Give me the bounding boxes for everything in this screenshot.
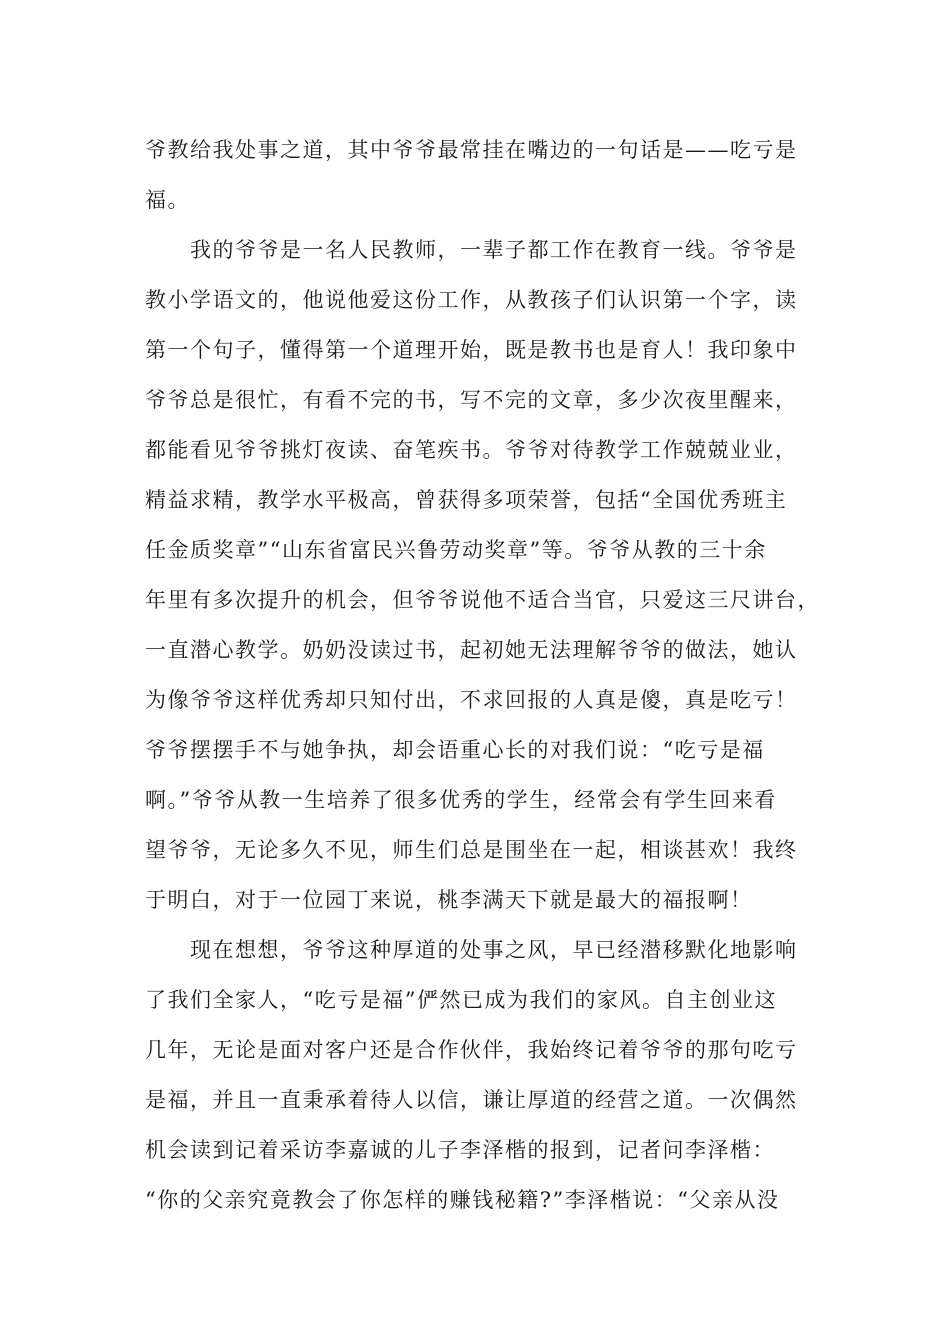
- text-line: 福。: [145, 188, 190, 212]
- text-line: 于明白，对于一位园丁来说，桃李满天下就是最大的福报啊！: [145, 888, 753, 912]
- text-line: 几年，无论是面对客户还是合作伙伴，我始终记着爷爷的那句吃亏: [145, 1038, 798, 1062]
- text-line: 第一个句子，懂得第一个道理开始，既是教书也是育人！我印象中: [145, 338, 798, 362]
- text-line: 爷爷摆摆手不与她争执，却会语重心长的对我们说：“吃亏是福: [145, 738, 765, 762]
- text-line: 精益求精，教学水平极高，曾获得多项荣誉，包括“全国优秀班主: [145, 488, 788, 512]
- text-line: 为像爷爷这样优秀却只知付出，不求回报的人真是傻，真是吃亏！: [145, 688, 798, 712]
- text-line: 一直潜心教学。奶奶没读过书，起初她无法理解爷爷的做法，她认: [145, 638, 798, 662]
- text-line: 了我们全家人，“吃亏是福”俨然已成为我们的家风。自主创业这: [145, 988, 777, 1012]
- text-line: 爷爷总是很忙，有看不完的书，写不完的文章，多少次夜里醒来，: [145, 388, 798, 412]
- paragraph-start-line: 现在想想，爷爷这种厚道的处事之风，早已经潜移默化地影响: [190, 938, 798, 962]
- text-line: 爷教给我处事之道，其中爷爷最常挂在嘴边的一句话是——吃亏是: [145, 138, 798, 162]
- text-line: 年里有多次提升的机会，但爷爷说他不适合当官，只爱这三尺讲台，: [145, 588, 820, 612]
- text-line: 教小学语文的，他说他爱这份工作，从教孩子们认识第一个字，读: [145, 288, 798, 312]
- paragraph-start-line: 我的爷爷是一名人民教师，一辈子都工作在教育一线。爷爷是: [190, 238, 798, 262]
- text-line: “你的父亲究竟教会了你怎样的赚钱秘籍?”李泽楷说：“父亲从没: [145, 1188, 780, 1212]
- text-line: 机会读到记着采访李嘉诚的儿子李泽楷的报到，记者问李泽楷：: [145, 1138, 775, 1162]
- text-line: 都能看见爷爷挑灯夜读、奋笔疾书。爷爷对待教学工作兢兢业业，: [145, 438, 798, 462]
- text-line: 是福，并且一直秉承着待人以信，谦让厚道的经营之道。一次偶然: [145, 1088, 798, 1112]
- text-line: 任金质奖章”“山东省富民兴鲁劳动奖章”等。爷爷从教的三十余: [145, 538, 767, 562]
- text-line: 啊。”爷爷从教一生培养了很多优秀的学生，经常会有学生回来看: [145, 788, 777, 812]
- text-line: 望爷爷，无论多久不见，师生们总是围坐在一起，相谈甚欢！我终: [145, 838, 798, 862]
